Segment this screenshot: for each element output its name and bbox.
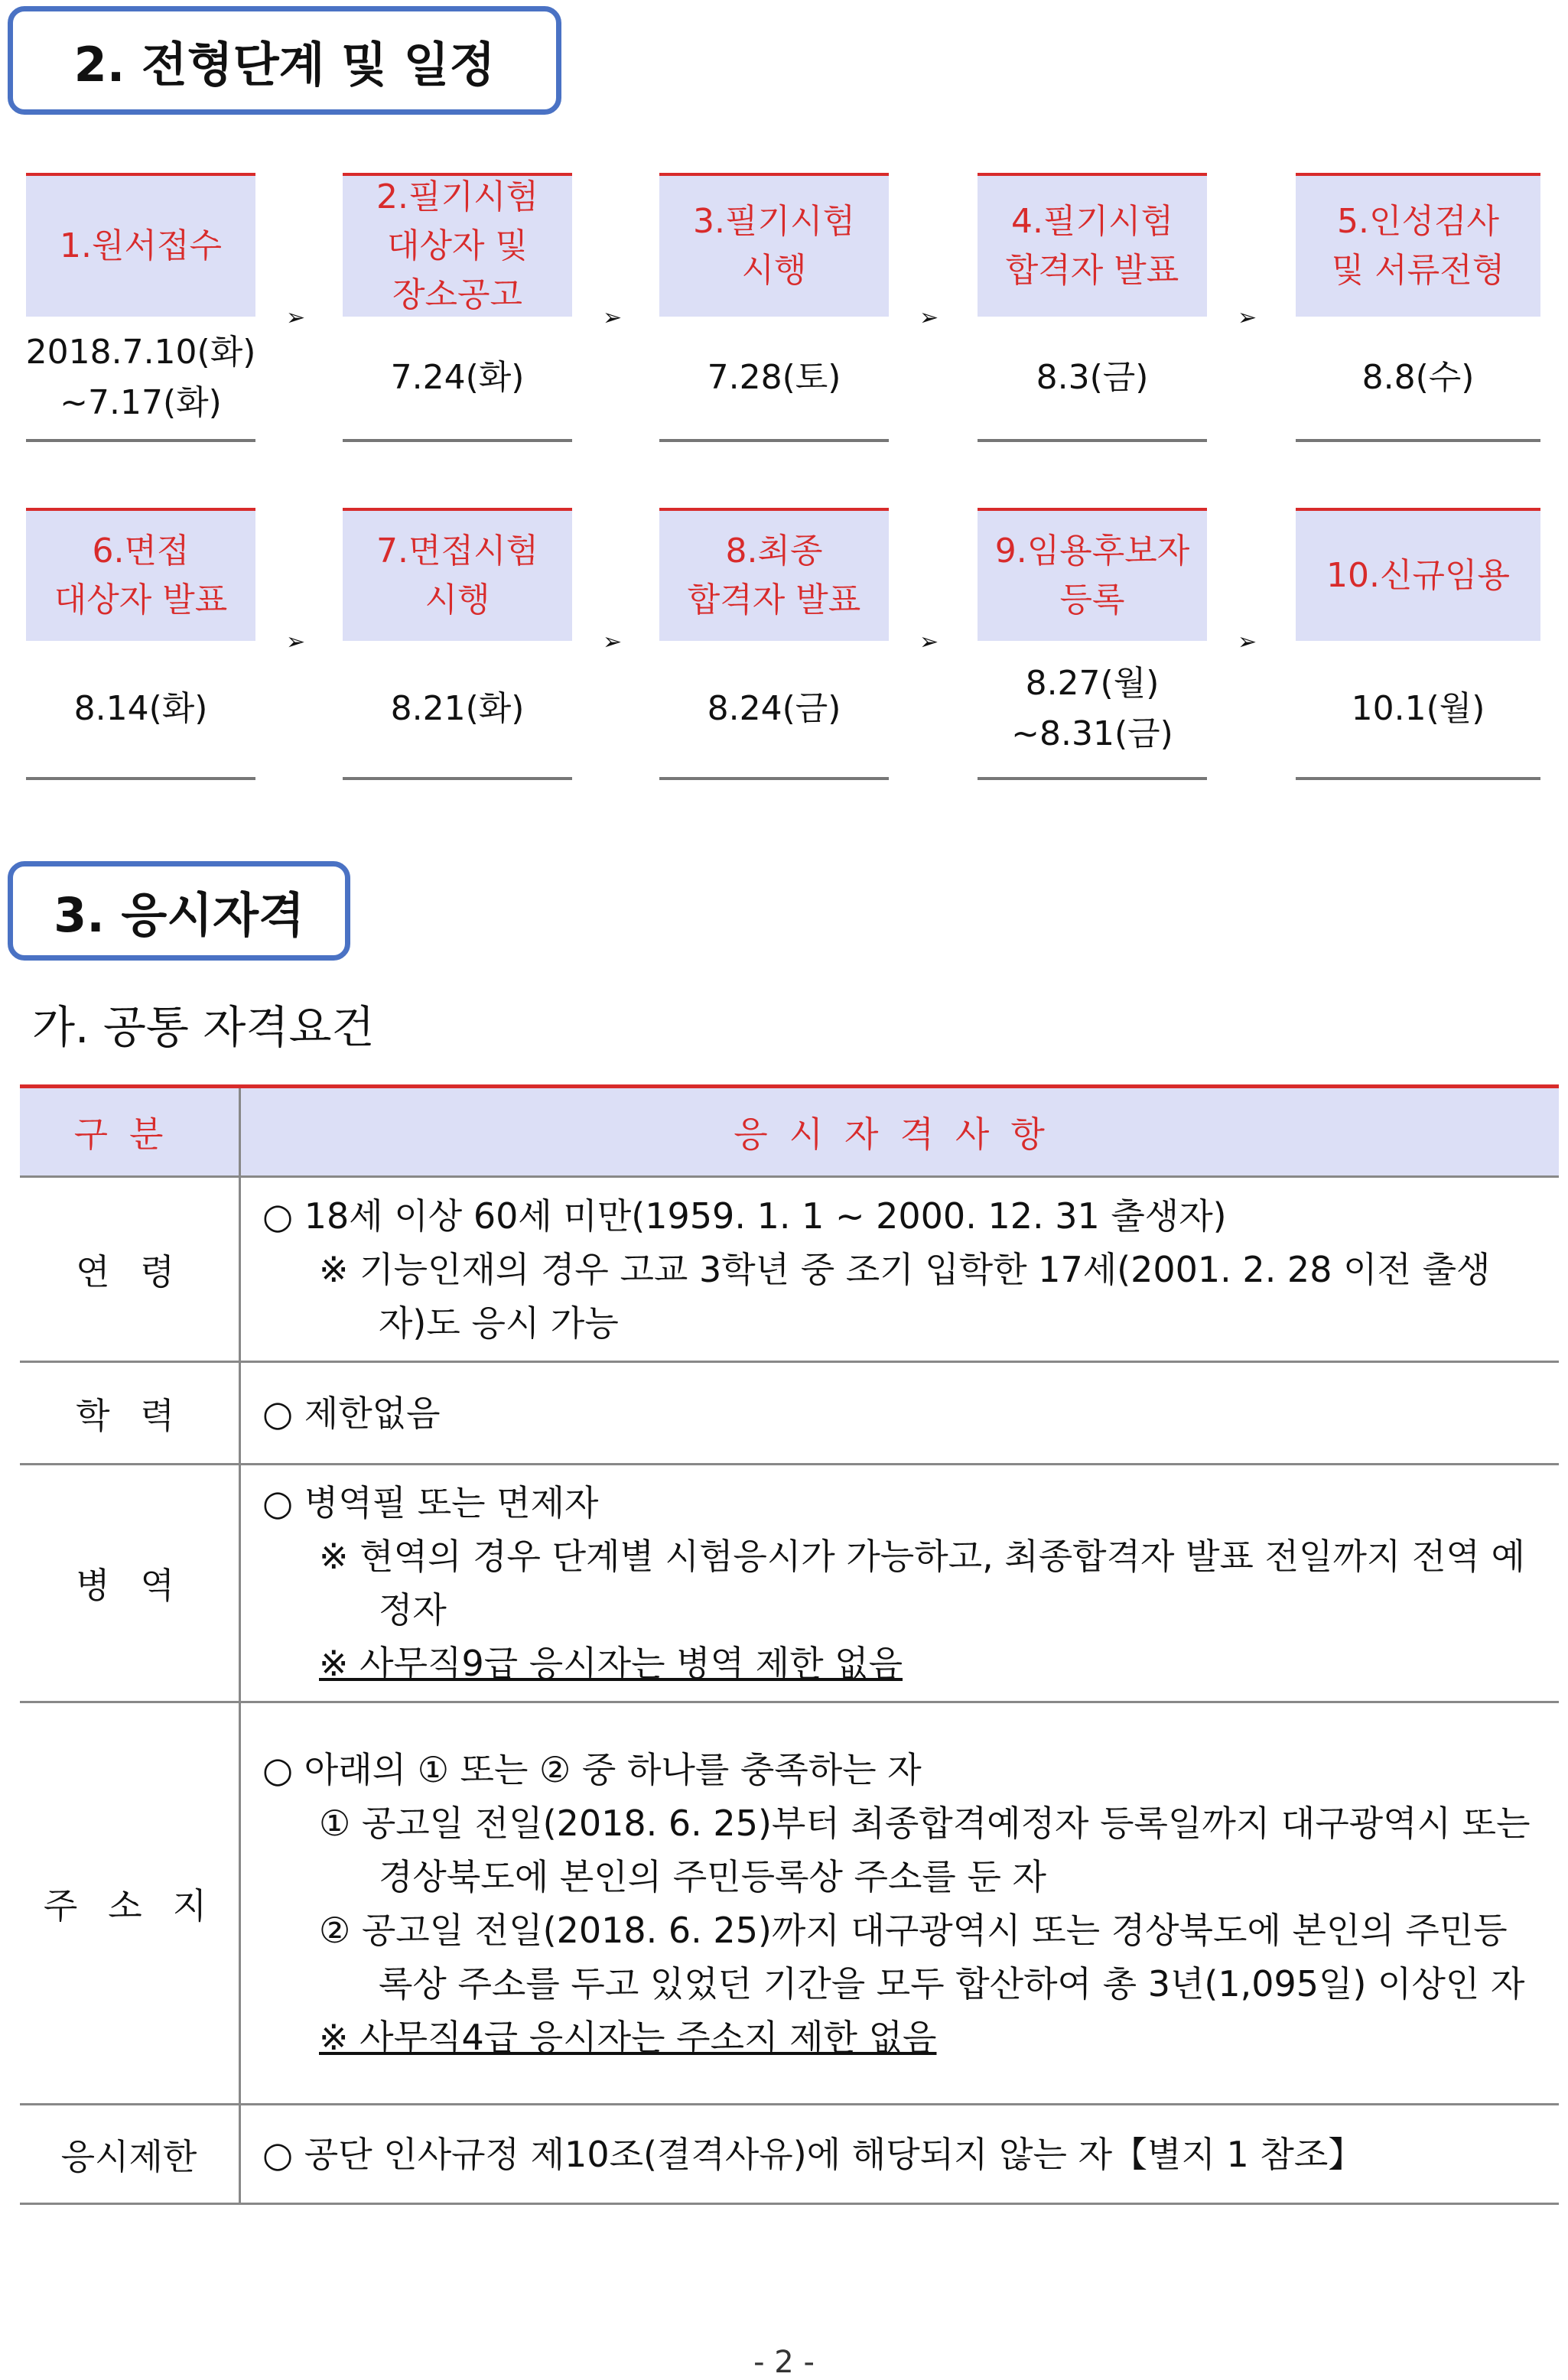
step-10 bbox=[1296, 508, 1540, 780]
step-label: 4.필기시험 합격자 발표 bbox=[978, 173, 1207, 317]
step-underline bbox=[26, 777, 255, 780]
row-category: 주소지 bbox=[20, 1702, 240, 2105]
header-category: 구분 bbox=[20, 1087, 240, 1177]
arrow-right-icon: ➢ bbox=[603, 304, 623, 331]
table-row bbox=[20, 1702, 1559, 2105]
step-label: 6.면접 대상자 발표 bbox=[26, 508, 255, 641]
section-3-title-box bbox=[8, 861, 350, 961]
step-5 bbox=[1296, 173, 1540, 442]
content-line: ※ 사무직4급 응시자는 주소지 제한 없음 bbox=[319, 2016, 937, 2058]
table-row bbox=[20, 1362, 1559, 1465]
row-content bbox=[240, 2105, 1560, 2204]
step-label: 9.임용후보자 등록 bbox=[978, 508, 1207, 641]
requirements-table bbox=[20, 1084, 1559, 2205]
step-date: 7.24(화) bbox=[390, 358, 525, 397]
row-category: 연령 bbox=[20, 1177, 240, 1362]
step-underline bbox=[1296, 777, 1540, 780]
step-label: 1.원서접수 bbox=[26, 173, 255, 317]
table-row bbox=[20, 1177, 1559, 1362]
step-date: 10.1(월) bbox=[1351, 689, 1485, 728]
step-underline bbox=[26, 439, 255, 442]
row-content bbox=[240, 1177, 1560, 1362]
step-label: 3.필기시험 시행 bbox=[659, 173, 889, 317]
step-6 bbox=[26, 508, 255, 780]
content-line: ※ 현역의 경우 단계별 시험응시가 가능하고, 최종합격자 발표 전일까지 전역 예정자 bbox=[319, 1536, 1525, 1631]
step-3 bbox=[659, 173, 889, 442]
step-7 bbox=[343, 508, 572, 780]
row-category: 병역 bbox=[20, 1465, 240, 1702]
arrow-right-icon: ➢ bbox=[603, 629, 623, 655]
step-date: 8.21(화) bbox=[390, 689, 525, 728]
step-8 bbox=[659, 508, 889, 780]
step-label: 8.최종 합격자 발표 bbox=[659, 508, 889, 641]
step-2 bbox=[343, 173, 572, 442]
step-label: 2.필기시험 대상자 및 장소공고 bbox=[343, 173, 572, 317]
table-row bbox=[20, 2105, 1559, 2204]
row-category: 학력 bbox=[20, 1362, 240, 1465]
step-date: 8.3(금) bbox=[1036, 358, 1149, 397]
row-category: 응시제한 bbox=[20, 2105, 240, 2204]
content-line: ○ 공단 인사규정 제10조(결격사유)에 해당되지 않는 자【별지 1 참조】 bbox=[262, 2133, 1364, 2175]
step-date: 8.27(월) ~8.31(금) bbox=[1011, 664, 1173, 753]
content-line: ② 공고일 전일(2018. 6. 25)까지 대구광역시 또는 경상북도에 본인의 주민등록상 주소를 두고 있었던 기간을 모두 합산하여 총 3년(1,095일) 이상인 자 bbox=[319, 1909, 1525, 2004]
step-date: 2018.7.10(화) ~7.17(화) bbox=[25, 333, 256, 422]
step-label: 10.신규임용 bbox=[1296, 508, 1540, 641]
step-label: 7.면접시험 시행 bbox=[343, 508, 572, 641]
content-line: ※ 사무직9급 응시자는 병역 제한 없음 bbox=[319, 1643, 903, 1684]
arrow-right-icon: ➢ bbox=[286, 629, 306, 655]
content-line: ① 공고일 전일(2018. 6. 25)부터 최종합격예정자 등록일까지 대구광역시 또는 경상북도에 본인의 주민등록상 주소를 둔 자 bbox=[319, 1802, 1531, 1897]
page-number: - 2 - bbox=[753, 2345, 815, 2380]
step-date: 8.24(금) bbox=[707, 689, 841, 728]
step-4 bbox=[978, 173, 1207, 442]
table-header-row bbox=[20, 1087, 1559, 1177]
step-label: 5.인성검사 및 서류전형 bbox=[1296, 173, 1540, 317]
step-date: 7.28(토) bbox=[707, 358, 841, 397]
step-underline bbox=[343, 439, 572, 442]
content-line: ○ 병역필 또는 면제자 bbox=[262, 1482, 599, 1523]
content-line: ○ 18세 이상 60세 미만(1959. 1. 1 ~ 2000. 12. 31 출생자) bbox=[262, 1195, 1227, 1237]
step-underline bbox=[659, 777, 889, 780]
content-line: ※ 기능인재의 경우 고교 3학년 중 조기 입학한 17세(2001. 2. 28 이전 출생자)도 응시 가능 bbox=[319, 1248, 1491, 1344]
row-content bbox=[240, 1465, 1560, 1702]
section-2-title-box bbox=[8, 6, 561, 115]
step-date: 8.14(화) bbox=[73, 689, 208, 728]
section-2-title: 2. 전형단계 및 일정 bbox=[73, 36, 496, 93]
step-underline bbox=[659, 439, 889, 442]
arrow-right-icon: ➢ bbox=[919, 629, 939, 655]
step-9 bbox=[978, 508, 1207, 780]
subheading: 가. 공통 자격요건 bbox=[32, 1001, 375, 1053]
step-underline bbox=[1296, 439, 1540, 442]
step-date: 8.8(수) bbox=[1361, 358, 1475, 397]
arrow-right-icon: ➢ bbox=[286, 304, 306, 331]
table-row bbox=[20, 1465, 1559, 1702]
row-content bbox=[240, 1362, 1560, 1465]
content-line: ○ 아래의 ① 또는 ② 중 하나를 충족하는 자 bbox=[262, 1748, 922, 1790]
step-underline bbox=[343, 777, 572, 780]
row-content bbox=[240, 1702, 1560, 2105]
header-content: 응시자격사항 bbox=[240, 1087, 1560, 1177]
arrow-right-icon: ➢ bbox=[1238, 629, 1257, 655]
arrow-right-icon: ➢ bbox=[919, 304, 939, 331]
step-1 bbox=[26, 173, 255, 442]
section-3-title: 3. 응시자격 bbox=[54, 886, 304, 943]
arrow-right-icon: ➢ bbox=[1238, 304, 1257, 331]
step-underline bbox=[978, 777, 1207, 780]
step-underline bbox=[978, 439, 1207, 442]
content-line: ○ 제한없음 bbox=[262, 1392, 441, 1434]
